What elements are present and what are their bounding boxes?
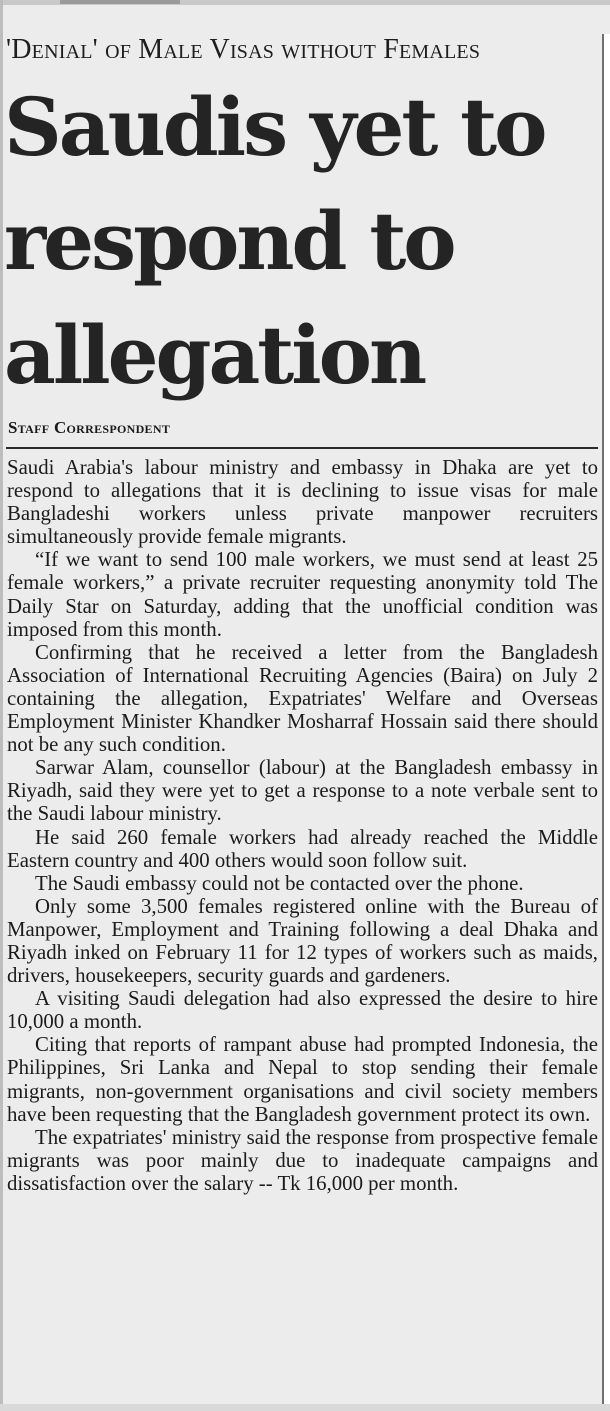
bottom-rule xyxy=(0,1404,610,1411)
article-paragraph: Saudi Arabia's labour ministry and embassy in Dhaka are yet to respond to allegations that it is declining to issue visas for male Bangladeshi workers unless private manpower recruiters simultaneously provide female migrants. xyxy=(7,456,598,549)
byline: Staff Correspondent xyxy=(8,418,171,437)
article-paragraph: Only some 3,500 females registered online with the Bureau of Manpower, Employment and Training following a deal Dhaka and Riyadh inked on February 11 for 12 types of workers such as maids, drivers, housekeepers, security guards and gardeners. xyxy=(7,894,598,988)
headline: Saudis yet to respond to allegation xyxy=(4,80,545,402)
article-paragraph: The expatriates' ministry said the response from prospective female migrants was poor mainly due to inadequate campaigns and dissatisfaction over the salary -- Tk 16,000 per month. xyxy=(7,1125,598,1195)
article-paragraph: Citing that reports of rampant abuse had prompted Indonesia, the Philippines, Sri Lanka and Nepal to stop sending their female migrants, non-government organisations and civil society members have been requesting that the Bangladesh government protect its own. xyxy=(7,1033,598,1126)
byline-rule xyxy=(6,447,598,449)
article-body xyxy=(7,456,598,1195)
top-rule xyxy=(0,0,610,5)
article-paragraph: The Saudi embassy could not be contacted over the phone. xyxy=(35,871,524,895)
page-left-edge xyxy=(0,0,3,1411)
article-paragraph: Sarwar Alam, counsellor (labour) at the Bangladesh embassy in Riyadh, said they were yet to get a response to a note verbale sent to the Saudi labour ministry. xyxy=(7,756,598,826)
kicker: 'Denial' of Male Visas without Females xyxy=(6,34,481,65)
column-divider xyxy=(602,34,610,1411)
article-paragraph: “If we want to send 100 male workers, we must send at least 25 female workers,” a private recruiter requesting anonymity told The Daily Star on Saturday, adding that the unofficial condition was imposed from this month. xyxy=(7,548,598,641)
article-paragraph: Confirming that he received a letter from the Bangladesh Association of International Recruiting Agencies (Baira) on July 2 containing the allegation, Expatriates' Welfare and Overseas Employment Minister Khandker Mosharraf Hossain said there should not be any such condition. xyxy=(7,640,598,757)
article-paragraph: He said 260 female workers had already reached the Middle Eastern country and 400 others would soon follow suit. xyxy=(7,825,598,872)
article-paragraph: A visiting Saudi delegation had also expressed the desire to hire 10,000 a month. xyxy=(7,987,598,1034)
